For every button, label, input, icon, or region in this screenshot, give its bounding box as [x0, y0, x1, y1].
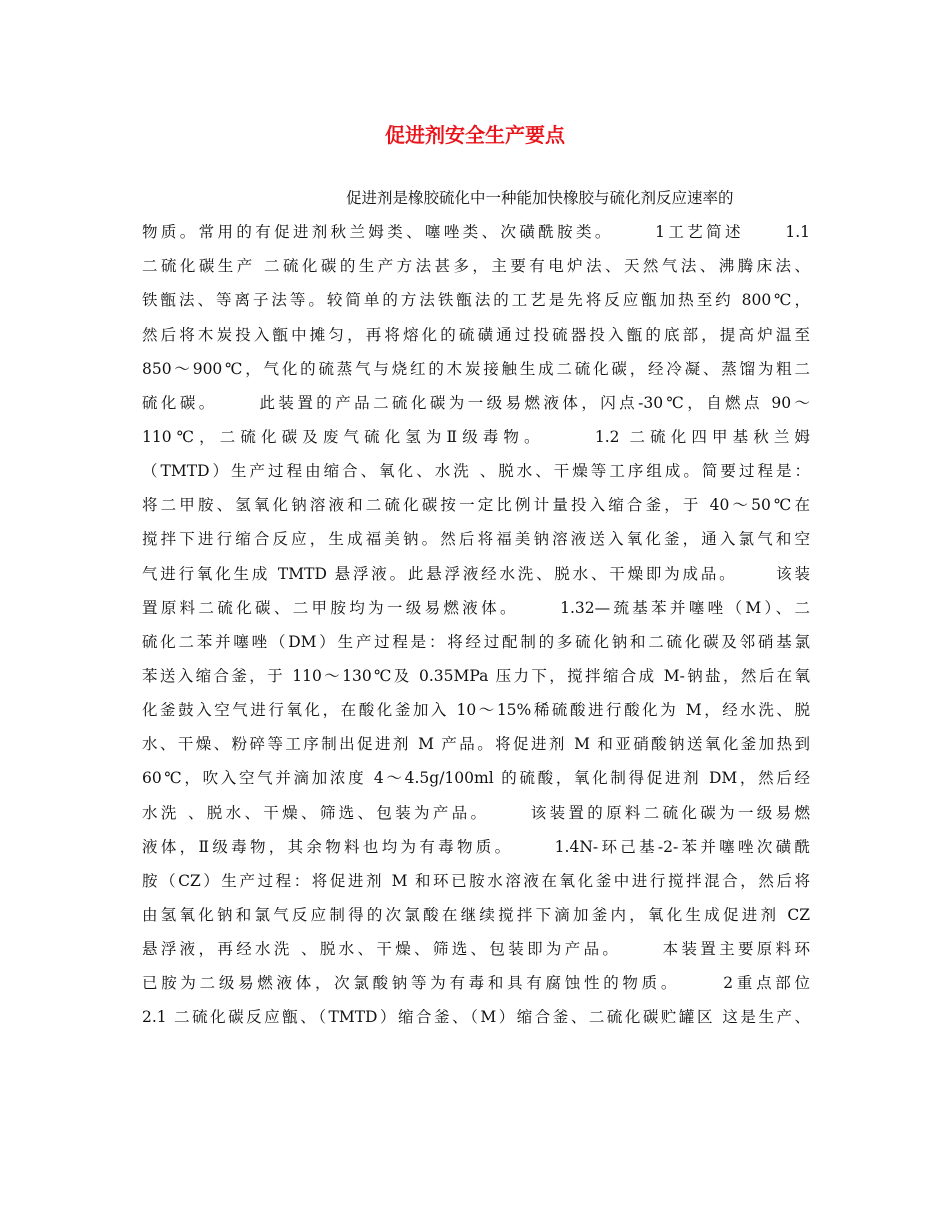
body-line: 置原料二硫化碳、二甲胺均为一级易燃液体。 1.32—巯基苯并噻唑（M）、二 [142, 598, 810, 617]
body-line: 硫化碳。 此装置的产品二硫化碳为一级易燃液体，闪点-30℃，自燃点 90～ [142, 393, 810, 412]
body-line: 由氢氧化钠和氯气反应制得的次氯酸在继续搅拌下滴加釜内，氧化生成促进剂 CZ [142, 905, 810, 924]
body-line: 然后将木炭投入甑中摊匀，再将熔化的硫磺通过投硫器投入甑的底部，提高炉温至 [142, 325, 810, 344]
body-line: 已胺为二级易燃液体，次氯酸钠等为有毒和具有腐蚀性的物质。 2重点部位 [142, 974, 810, 993]
body-line: 气进行氧化生成 TMTD 悬浮液。此悬浮液经水洗、脱水、干燥即为成品。 该装 [142, 564, 810, 583]
body-line: 水洗 、脱水、干燥、筛选、包装为产品。 该装置的原料二硫化碳为一级易燃 [142, 803, 810, 822]
body-line: 硫化二苯并噻唑（DM）生产过程是：将经过配制的多硫化钠和二硫化碳及邻硝基氯 [142, 632, 810, 651]
body-line: 物质。常用的有促进剂秋兰姆类、噻唑类、次磺酰胺类。 1工艺简述 1.1 [142, 223, 810, 242]
body-line: 胺（CZ）生产过程：将促进剂 M 和环已胺水溶液在氧化釜中进行搅拌混合，然后将 [142, 871, 810, 890]
body-line: 二硫化碳生产 二硫化碳的生产方法甚多，主要有电炉法、天然气法、沸腾床法、 [142, 257, 810, 276]
body-line: 110℃，二硫化碳及废气硫化氢为Ⅱ级毒物。 1.2 二硫化四甲基秋兰姆 [142, 427, 810, 446]
body-line: 850～900℃，气化的硫蒸气与烧红的木炭接触生成二硫化碳，经冷凝、蒸馏为粗二 [142, 359, 810, 378]
body-line: 促进剂是橡胶硫化中一种能加快橡胶与硫化剂反应速率的 [346, 189, 734, 207]
body-line: 铁甑法、等离子法等。较简单的方法铁甑法的工艺是先将反应甑加热至约 800℃， [142, 291, 810, 310]
body-line: 液体，Ⅱ级毒物，其余物料也均为有毒物质。 1.4N-环己基-2-苯并噻唑次磺酰 [142, 837, 810, 856]
body-line: （TMTD）生产过程由缩合、氧化、水洗 、脱水、干燥等工序组成。简要过程是： [142, 462, 810, 481]
document-title: 促进剂安全生产要点 [385, 123, 565, 147]
body-line: 悬浮液，再经水洗 、脱水、干燥、筛选、包装即为产品。 本装置主要原料环 [142, 940, 810, 959]
body-line: 化釜鼓入空气进行氧化，在酸化釜加入 10～15%稀硫酸进行酸化为 M，经水洗、脱 [142, 701, 810, 720]
body-line: 搅拌下进行缩合反应，生成福美钠。然后将福美钠溶液送入氧化釜，通入氯气和空 [142, 530, 810, 549]
body-line: 苯送入缩合釜，于 110～130℃及 0.35MPa 压力下，搅拌缩合成 M-钠盐，然后在氧 [142, 666, 810, 685]
body-line: 60℃，吹入空气并滴加浓度 4～4.5g/100ml 的硫酸，氧化制得促进剂 DM，然后经 [142, 769, 810, 788]
body-line: 将二甲胺、氢氧化钠溶液和二硫化碳按一定比例计量投入缩合釜，于 40～50℃在 [142, 496, 810, 515]
document-body [142, 181, 810, 1035]
body-line: 2.1 二硫化碳反应甑、（TMTD）缩合釜、（M）缩合釜、二硫化碳贮罐区 这是生产、 [142, 1008, 810, 1027]
body-line: 水、干燥、粉碎等工序制出促进剂 M 产品。将促进剂 M 和亚硝酸钠送氧化釜加热到 [142, 735, 810, 754]
